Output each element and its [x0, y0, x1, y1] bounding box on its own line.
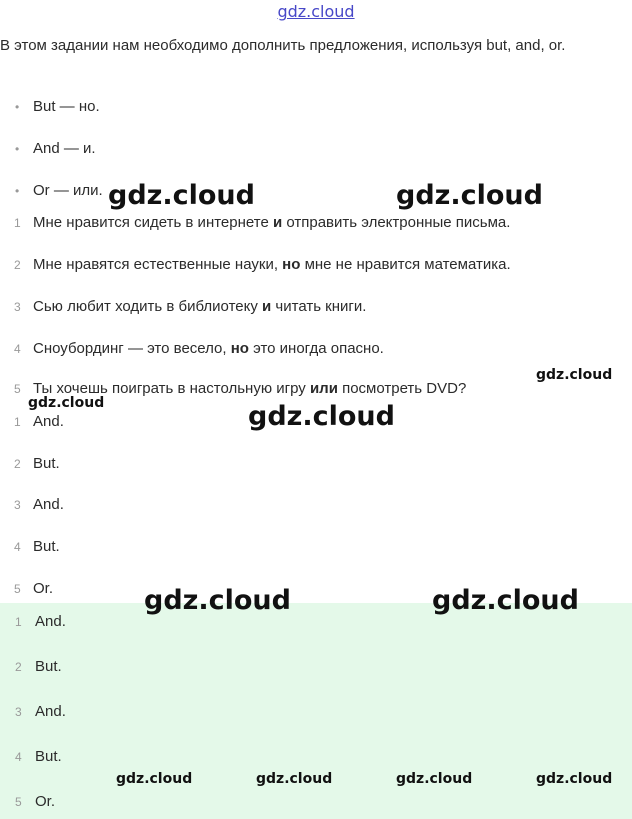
answer-text: But.	[33, 538, 60, 555]
watermark: gdz.cloud	[536, 367, 613, 383]
bullet-text: And — и.	[33, 140, 96, 157]
answer-text: Or.	[33, 580, 54, 597]
watermark: gdz.cloud	[396, 771, 473, 787]
bullet-dot-icon: •	[15, 100, 20, 114]
watermark: gdz.cloud	[536, 771, 613, 787]
bullet-text: Or — или.	[33, 182, 103, 199]
answer-text: And.	[33, 413, 64, 430]
sentence-text: Ты хочешь поиграть в настольную игру или посмотреть DVD?	[33, 380, 467, 397]
list-number: 5	[14, 582, 21, 596]
list-number: 3	[15, 705, 22, 719]
conjunction: но	[282, 256, 301, 273]
list-number: 2	[15, 660, 22, 674]
sentence-text: Сью любит ходить в библиотеку и читать книги.	[33, 298, 367, 315]
list-number: 3	[14, 498, 21, 512]
list-number: 3	[14, 300, 21, 314]
watermark: gdz.cloud	[396, 180, 543, 211]
bullet-text: But — но.	[33, 98, 100, 115]
intro-paragraph: В этом задании нам необходимо дополнить предложения, используя but, and, or.	[0, 37, 566, 54]
list-number: 5	[14, 382, 21, 396]
list-number: 4	[14, 342, 21, 356]
list-number: 1	[14, 415, 21, 429]
list-number: 4	[15, 750, 22, 764]
list-number: 2	[14, 258, 21, 272]
sentence-text: Сноубординг — это весело, но это иногда опасно.	[33, 340, 384, 357]
conjunction: и	[262, 298, 272, 315]
conjunction: или	[309, 380, 338, 397]
watermark: gdz.cloud	[256, 771, 333, 787]
answer-text: Or.	[35, 793, 56, 810]
sentence-text: Мне нравится сидеть в интернете и отправить электронные письма.	[33, 214, 511, 231]
watermark-top: gdz.cloud	[277, 2, 355, 21]
answer-text: And.	[35, 613, 66, 630]
answer-text: But.	[35, 658, 62, 675]
watermark: gdz.cloud	[108, 180, 255, 211]
answer-text: And.	[35, 703, 66, 720]
conjunction: и	[272, 214, 283, 231]
list-number: 1	[14, 216, 21, 230]
watermark: gdz.cloud	[28, 395, 105, 411]
list-number: 1	[15, 615, 22, 629]
answer-text: But.	[33, 455, 60, 472]
watermark: gdz.cloud	[144, 585, 291, 616]
watermark: gdz.cloud	[248, 401, 395, 432]
conjunction: но	[230, 340, 249, 357]
list-number: 5	[15, 795, 22, 809]
watermark: gdz.cloud	[432, 585, 579, 616]
list-number: 2	[14, 457, 21, 471]
sentence-text: Мне нравятся естественные науки, но мне не нравится математика.	[33, 256, 511, 273]
watermark: gdz.cloud	[116, 771, 193, 787]
bullet-dot-icon: •	[15, 142, 20, 156]
bullet-dot-icon: •	[15, 184, 20, 198]
list-number: 4	[14, 540, 21, 554]
answer-text: And.	[33, 496, 64, 513]
answer-text: But.	[35, 748, 62, 765]
